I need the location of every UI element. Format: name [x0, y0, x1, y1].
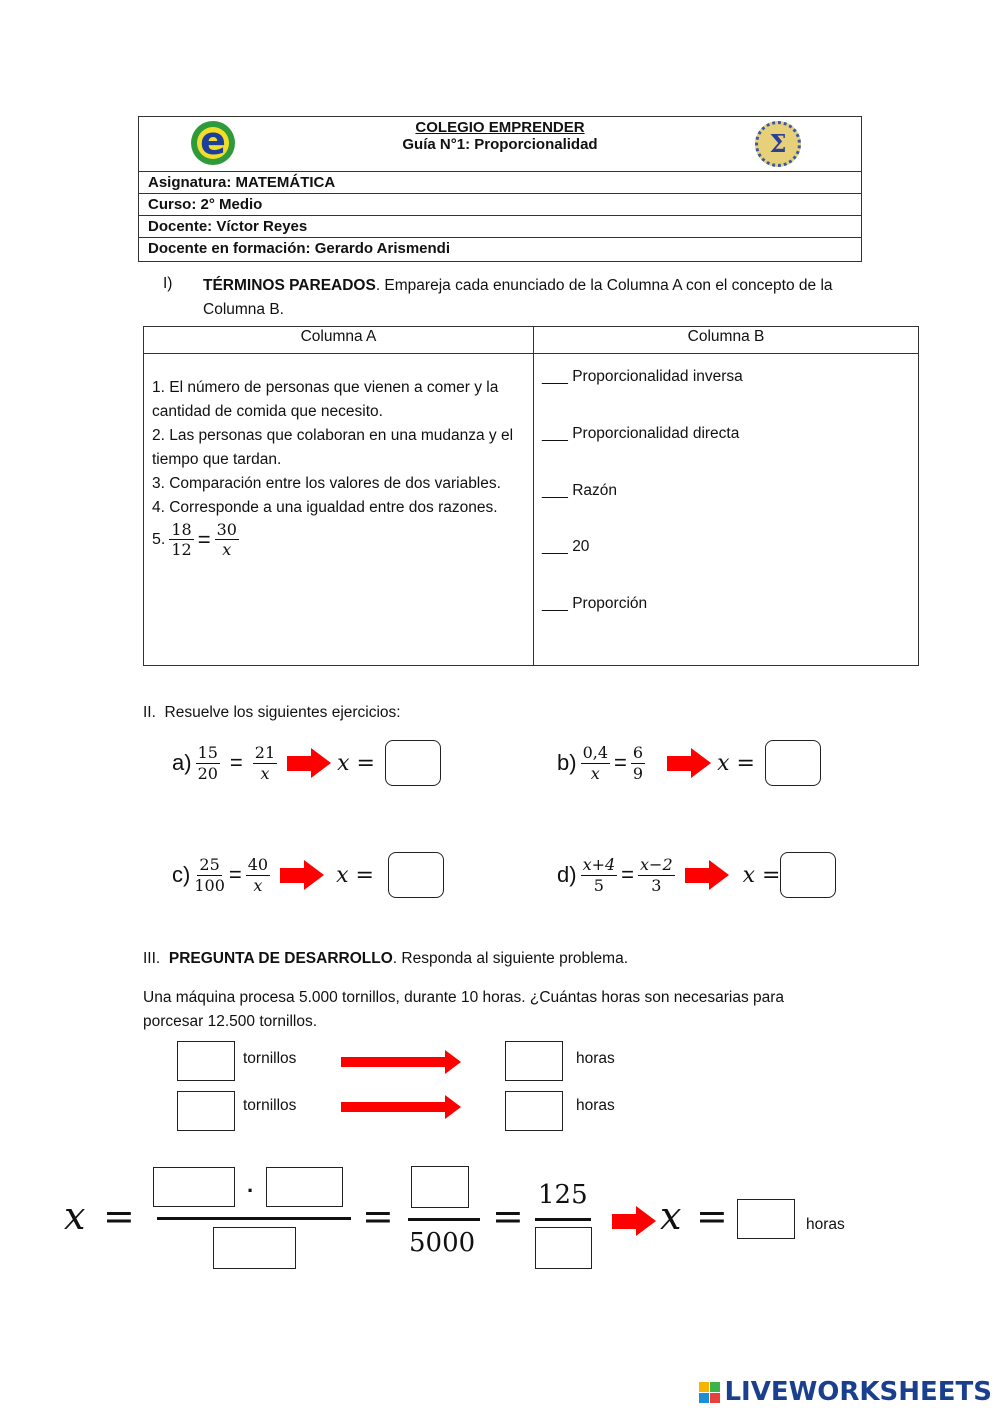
statement-2: 2. Las personas que colaboran en una mudanza y el tiempo que tardan.	[152, 427, 514, 468]
section2-heading	[143, 704, 401, 722]
col-a-header: Columna A	[144, 327, 534, 354]
answer-blank[interactable]: ___	[542, 538, 568, 555]
statement-3: 3. Comparación entre los valores de dos variables.	[152, 475, 501, 492]
red-arrow-icon	[287, 748, 331, 778]
equals: =	[621, 862, 635, 887]
sigma-emblem: Σ	[755, 121, 801, 167]
x-equals: x =	[742, 862, 781, 888]
item5-den1: 12	[171, 540, 192, 560]
result-denominator-box[interactable]	[535, 1227, 592, 1269]
divisor-box[interactable]	[213, 1227, 296, 1269]
tornillos-label-1: tornillos	[243, 1050, 297, 1067]
red-arrow-icon	[685, 860, 729, 890]
horas-label-1: horas	[576, 1050, 615, 1067]
col-b-header: Columna B	[534, 327, 919, 354]
numerator: 6	[632, 743, 644, 763]
concept-label: Proporcionalidad directa	[572, 425, 740, 442]
equals: =	[614, 750, 627, 775]
answer-box-a[interactable]	[385, 740, 441, 786]
factor-box-1[interactable]	[153, 1167, 235, 1207]
formula-equals-3: =	[492, 1194, 524, 1238]
x-equals: x =	[336, 862, 374, 888]
exercise-label: b)	[557, 750, 577, 775]
factor-box-2[interactable]	[266, 1167, 343, 1207]
numerator-125: 125	[538, 1180, 588, 1210]
numerator: 15	[197, 743, 218, 763]
horas-box-1[interactable]	[505, 1041, 563, 1081]
numerator: 21	[254, 743, 276, 763]
horas-label-2: horas	[576, 1097, 615, 1114]
concept-label: 20	[572, 538, 590, 555]
exercise-d	[557, 852, 836, 898]
fraction-bar	[157, 1217, 351, 1220]
exercise-label: c)	[172, 862, 191, 887]
item5-den2: x	[222, 540, 232, 560]
concept-label: Razón	[572, 482, 617, 499]
watermark-text: LIVEWORKSHEETS	[724, 1377, 992, 1407]
section3-heading	[143, 950, 628, 968]
section3-title: PREGUNTA DE DESARROLLO	[168, 950, 393, 967]
section1-heading	[203, 274, 863, 322]
concept-4[interactable]	[542, 538, 910, 595]
denominator: x	[260, 763, 270, 783]
final-answer-box[interactable]	[737, 1199, 795, 1239]
exercise-label: a)	[172, 750, 192, 775]
numerator: x−2	[640, 855, 673, 875]
red-arrow-icon	[612, 1206, 656, 1236]
school-name: COLEGIO EMPRENDER	[415, 119, 585, 136]
denominator: 9	[632, 763, 644, 783]
answer-blank[interactable]: ___	[542, 425, 568, 442]
subject-row: Asignatura: MATEMÁTICA	[139, 172, 861, 194]
concept-label: Proporcionalidad inversa	[572, 368, 743, 385]
concept-5[interactable]	[542, 595, 910, 613]
concept-1[interactable]	[542, 368, 910, 425]
answer-blank[interactable]: ___	[542, 482, 568, 499]
red-arrow-icon	[280, 860, 324, 890]
header-table	[138, 116, 862, 262]
exercise-b	[557, 740, 821, 786]
denominator: x	[590, 763, 600, 783]
answer-blank[interactable]: ___	[542, 595, 568, 612]
answer-blank[interactable]: ___	[542, 368, 568, 385]
trainee-row: Docente en formación: Gerardo Arismendi	[148, 240, 451, 257]
fraction-bar	[535, 1218, 591, 1221]
section1-number: I)	[163, 275, 173, 292]
section1-instruction: . Empareja cada enunciado de la Columna A con el concepto de la Columna B.	[203, 277, 833, 318]
statement-1: 1. El número de personas que vienen a comer y la cantidad de comida que necesito.	[152, 379, 499, 420]
problem-text: Una máquina procesa 5.000 tornillos, durante 10 horas. ¿Cuántas horas son necesarias para porcesar 12.500 tornillos.	[143, 989, 785, 1030]
denominator-5000: 5000	[409, 1228, 476, 1258]
formula-equals-2: =	[362, 1194, 394, 1238]
formula-equals-4: =	[696, 1194, 728, 1238]
multiply-dot: ·	[247, 1178, 255, 1203]
item5-equals: =	[197, 526, 211, 552]
teacher-row: Docente: Víctor Reyes	[139, 216, 861, 238]
red-arrow-icon	[341, 1095, 461, 1119]
formula-x: x	[64, 1194, 86, 1238]
answer-box-b[interactable]	[765, 740, 821, 786]
exercise-label: d)	[557, 862, 577, 887]
horas-box-2[interactable]	[505, 1091, 563, 1131]
tornillos-label-2: tornillos	[243, 1097, 297, 1114]
x-equals: x =	[337, 750, 375, 776]
item5-num2: 30	[216, 520, 237, 539]
red-arrow-icon	[341, 1050, 461, 1074]
equals: =	[229, 750, 243, 775]
section2-title: Resuelve los siguientes ejercicios:	[164, 704, 401, 721]
logo-letter: e	[197, 127, 229, 159]
item5-label: 5.	[152, 530, 166, 548]
school-logo	[191, 121, 235, 165]
section3-number: III.	[143, 950, 161, 967]
statement-4: 4. Corresponde a una igualdad entre dos razones.	[152, 499, 498, 516]
section1-title: TÉRMINOS PAREADOS	[203, 277, 376, 294]
item5-num1: 18	[171, 520, 192, 539]
liveworksheets-logo-icon	[699, 1382, 720, 1403]
course-row: Curso: 2° Medio	[139, 194, 861, 216]
denominator: 3	[651, 875, 662, 895]
formula-x-result: x	[660, 1194, 682, 1238]
tornillos-box-2[interactable]	[177, 1091, 235, 1131]
equals: =	[228, 862, 242, 887]
denominator: 20	[197, 763, 218, 783]
tornillos-box-1[interactable]	[177, 1041, 235, 1081]
red-arrow-icon	[667, 748, 711, 778]
concept-label: Proporción	[572, 595, 648, 612]
statement-5	[152, 520, 525, 559]
section2-number: II.	[143, 704, 156, 721]
section3-instruction: . Responda al siguiente problema.	[392, 950, 628, 967]
fraction-bar	[408, 1218, 480, 1221]
concept-3[interactable]	[542, 482, 910, 538]
denominator: x	[253, 875, 263, 895]
numerator: 40	[247, 855, 269, 875]
product-box[interactable]	[411, 1166, 469, 1208]
numerator: 0,4	[582, 743, 609, 763]
answer-box-c[interactable]	[388, 852, 444, 898]
exercise-a	[172, 740, 441, 786]
guide-title: Guía N°1: Proporcionalidad	[402, 136, 598, 153]
x-equals: x =	[717, 750, 755, 776]
final-unit: horas	[806, 1216, 845, 1233]
concept-2[interactable]	[542, 425, 910, 482]
formula-equals-1: =	[103, 1194, 135, 1238]
numerator: x+4	[582, 855, 616, 875]
denominator: 5	[593, 875, 604, 895]
numerator: 25	[199, 855, 220, 875]
matching-table	[143, 326, 919, 666]
liveworksheets-watermark	[699, 1377, 992, 1407]
exercise-c	[172, 852, 444, 898]
denominator: 100	[194, 875, 225, 895]
answer-box-d[interactable]	[780, 852, 836, 898]
